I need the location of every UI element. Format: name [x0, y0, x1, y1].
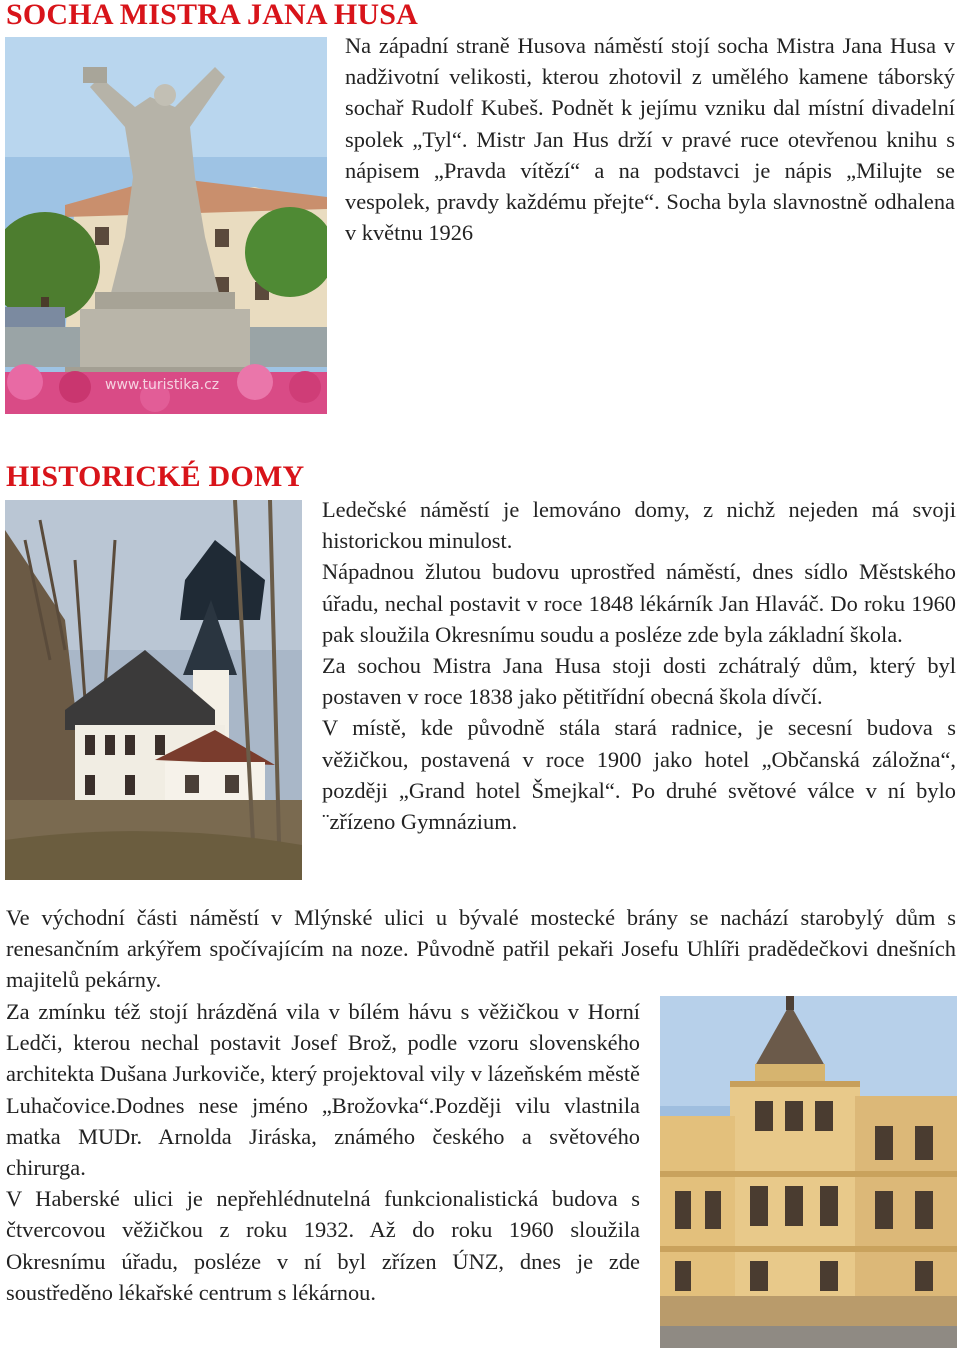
paragraph-functionalist: V Haberské ulici je nepřehlédnutelná funkcionalistická budova s čtvercovou věžičkou z roku 1932. Až do roku 1960 sloužila Okresnímu úřadu, posléze v ní byl zřízen ÚNZ, dnes je zde soustředěno lékařské centrum s lékárnou. — [6, 1186, 640, 1305]
houses-upper-column — [322, 494, 956, 837]
houses-heading: HISTORICKÉ DOMY — [6, 460, 305, 493]
building-photo-icon — [660, 996, 957, 1348]
paragraph-brozovka: Za zmínku též stojí hrázděná vila v bílém hávu s věžičkou v Horní Ledči, kterou nechal postavit Josef Brož, podle vzoru slovenského architekta Dušana Jurkoviče, který projektoval vily v lázeňském městě Luhačovice.Dodnes nese jméno „Brožovka“.Později vilu vlastnila matka MUDr. Arnolda Jiráska, známého českého a světového chirurga. — [6, 999, 640, 1181]
building-photo — [660, 996, 957, 1348]
statue-photo — [5, 37, 327, 414]
paragraph-secession-building: V místě, kde původně stála stará radnice, je secesní budova s věžičkou, postavená v roce 1900 jako hotel „Občanská záložna“, později „Grand hotel Šmejkal“. Po druhé světové válce v ní bylo ¨zřízeno Gymnázium. — [322, 715, 956, 835]
watermark-text: www.turistika.cz — [105, 377, 220, 393]
paragraph-town-hall: Nápadnou žlutou budovu uprostřed náměstí, dnes sídlo Městského úřadu, nechal postavit v roce 1848 lékárník Jan Hlaváč. Do roku 1960 pak sloužila Okresnímu soudu a posléze zde byla základní škola. — [322, 559, 956, 647]
paragraph-square: Ledečské náměstí je lemováno domy, z nichž nejeden má svoji historickou minulost. — [322, 497, 956, 554]
statue-heading: SOCHA MISTRA JANA HUSA — [6, 0, 418, 31]
statue-paragraph: Na západní straně Husova náměstí stojí socha Mistra Jana Husa v nadživotní velikosti, kterou zhotovil z umělého kamene táborský sochař Rudolf Kubeš. Podnět k jejímu vzniku dal místní divadelní spolek „Tyl“. Mistr Jan Hus drží v pravé ruce otevřenou knihu s nápisem „Pravda vítězí“ a na podstavci je nápis „Milujte se vespolek, pravdy každému přejte“. Socha byla slavnostně odhalena v květnu 1926 — [345, 33, 955, 246]
houses-lower-column — [6, 996, 640, 1308]
villa-photo-icon — [5, 500, 302, 880]
villa-photo — [5, 500, 302, 880]
paragraph-girls-school: Za sochou Mistra Jana Husa stoji dosti zchátralý dům, který byl postaven v roce 1838 jako pětitřídní obecná škola dívčí. — [322, 653, 956, 710]
statue-photo-icon — [5, 37, 327, 414]
paragraph-renaissance-house: Ve východní části náměstí v Mlýnské ulici u bývalé mostecké brány se nachází starobylý dům s renesančním arkýřem spočívajícím na noze. Původně patřil pekaři Josefu Uhlíři pradědečkovi dnešních majitelů pekárny. — [6, 905, 956, 993]
